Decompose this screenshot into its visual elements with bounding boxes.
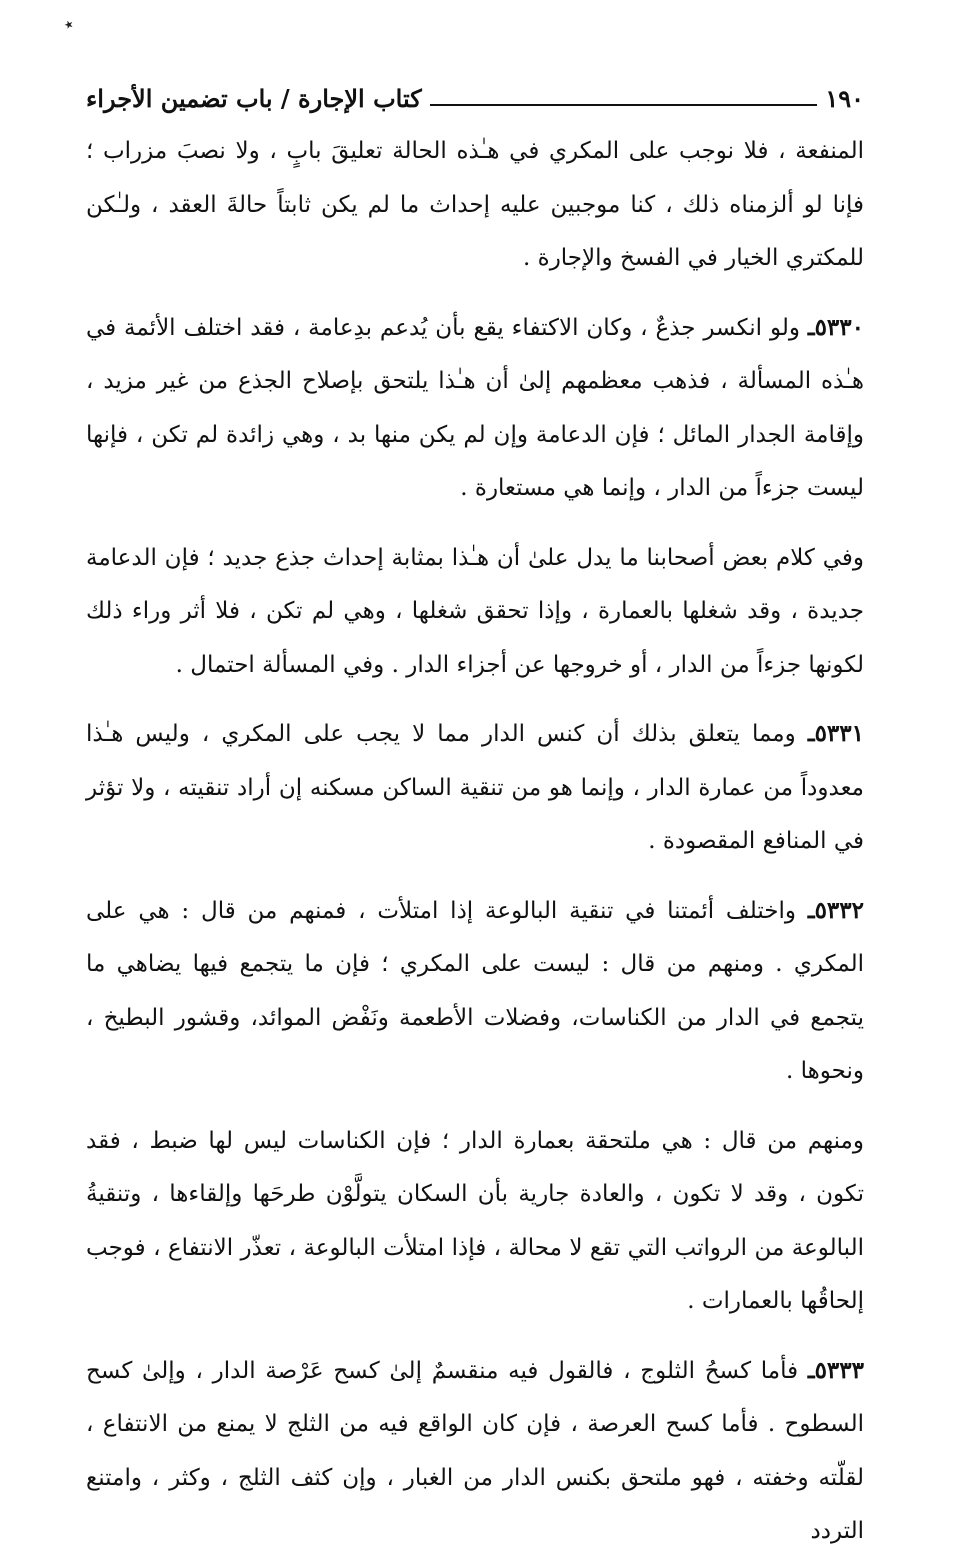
header-title: كتاب الإجارة / باب تضمين الأجراء — [86, 83, 422, 113]
header-rule — [430, 104, 818, 106]
page-number: ١٩٠ — [825, 83, 864, 113]
paragraph-text: ولو انكسر جذعٌ ، وكان الاكتفاء يقع بأن يُدعم بدِعامة ، فقد اختلف الأئمة في هـٰذه المسألة ، فذهب معظمهم إلىٰ أن هـٰذا يلتحق بإصلاح الجذع من غير مزيد ، وإقامة الجدار المائل ؛ فإن الدعامة وإن لم يكن منها بد ، وهي زائدة لم تكن ، فإنها ليست جزءاً من الدار ، وإنما هي مستعارة . — [86, 314, 864, 501]
paragraph-text: وفي كلام بعض أصحابنا ما يدل علىٰ أن هـٰذا بمثابة إحداث جذع جديد ؛ فإن الدعامة جديدة ، وقد شغلها بالعمارة ، وإذا تحقق شغلها ، وهي لم تكن ، فلا أثر وراء ذلك لكونها جزءاً من الدار ، أو خروجها عن أجزاء الدار . وفي المسألة احتمال . — [86, 544, 864, 678]
paragraph-5332-cont — [86, 1114, 864, 1329]
paragraph-5330-cont — [86, 531, 864, 693]
page-body — [86, 124, 864, 1559]
page-header — [86, 78, 864, 118]
paragraph-5330 — [86, 301, 864, 516]
paragraph-text: فأما كسحُ الثلوج ، فالقول فيه منقسمٌ إلىٰ كسح عَرْصة الدار ، وإلىٰ كسح السطوح . فأما كسح العرصة ، فإن كان الواقع فيه من الثلج لا يمنع من الانتفاع ، لقلّته وخفته ، فهو ملتحق بكنس الدار من الغبار ، وإن كثف الثلج ، وكثر ، وامتنع التردد — [86, 1357, 864, 1544]
paragraph-text: ومما يتعلق بذلك أن كنس الدار مما لا يجب على المكري ، وليس هـٰذا معدوداً من عمارة الدار ، وإنما هو من تنقية الساكن مسكنه إن أراد تنقيته ، ولا تؤثر في المنافع المقصودة . — [86, 721, 864, 854]
paragraph-text: المنفعة ، فلا نوجب على المكري في هـٰذه الحالة تعليقَ بابٍ ، ولا نصبَ مزراب ؛ فإنا لو ألزمناه ذلك ، كنا موجبين عليه إحداث ما لم يكن ثابتاً حالةَ العقد ، ولـٰكن للمكتري الخيار في الفسخ والإجارة . — [86, 138, 864, 271]
paragraph-continuation — [86, 124, 864, 286]
paragraph-number: ٥٣٣٣ـ — [807, 1356, 864, 1384]
paragraph-5332 — [86, 884, 864, 1099]
paragraph-number: ٥٣٣٢ـ — [807, 896, 864, 924]
paragraph-number: ٥٣٣٠ـ — [807, 313, 864, 341]
paragraph-5333 — [86, 1344, 864, 1559]
corner-mark: ٭ — [60, 12, 78, 37]
paragraph-text: ومنهم من قال : هي ملتحقة بعمارة الدار ؛ فإن الكناسات ليس لها ضبط ، فقد تكون ، وقد لا تكون ، والعادة جارية بأن السكان يتولَّوْن طرحَها وإلقاءها ، وتنقيةُ البالوعة من الرواتب التي تقع لا محالة ، فإذا امتلأت البالوعة ، تعذّر الانتفاع ، فوجب إلحاقُها بالعمارات . — [86, 1127, 864, 1314]
paragraph-5331 — [86, 707, 864, 869]
paragraph-number: ٥٣٣١ـ — [807, 720, 864, 747]
paragraph-text: واختلف أئمتنا في تنقية البالوعة إذا امتلأت ، فمنهم من قال : هي على المكري . ومنهم من قال : ليست على المكري ؛ فإن ما يتجمع فيها يضاهي ما يتجمع في الدار من الكناسات، وفضلات الأطعمة ونَفْض الموائد، وقشور البطيخ ، ونحوها . — [86, 897, 864, 1084]
